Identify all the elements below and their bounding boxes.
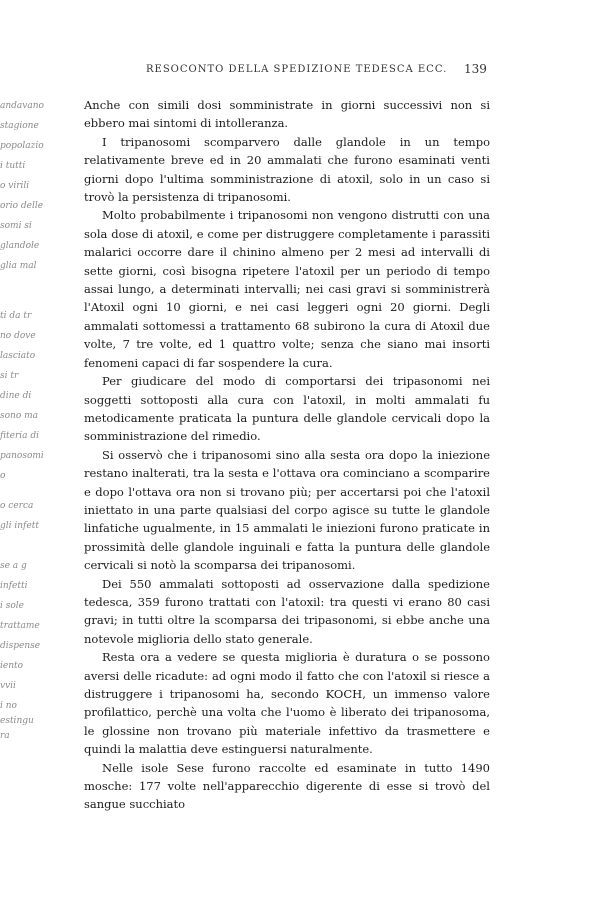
bleed-line: ti da tr: [0, 311, 32, 321]
bleed-line: somi si: [0, 221, 32, 231]
bleed-line: i no: [0, 701, 17, 711]
running-header: RESOCONTO DELLA SPEDIZIONE TEDESCA ECC.: [146, 64, 448, 75]
paragraph: Si osservò che i tripanosomi sino alla sesta ora dopo la iniezione restano inalterati, tra la sesta e l'ottava ora cominciano a scomparire e dopo l'ottava ora non si trovano più; per accertarsi poi che l'atoxil iniettato in una parte qualsiasi del corpo agisce su tutte le glandole linfatiche ugualmente, in 15 ammalati le iniezioni furono praticate in prossimità delle glandole inguinali e fatta la puntura delle glandole cervicali si notò la scomparsa dei tripanosomi.: [84, 447, 490, 573]
bleed-line: i sole: [0, 601, 24, 611]
paragraph: Molto probabilmente i tripanosomi non vengono distrutti con una sola dose di atoxil, e come per distruggere completamente i parassiti malarici occorre dare il chinino almeno per 2 mesi ad intervalli di sette giorni, così bisogna ripetere l'atoxil per un periodo di tempo assai lungo, a determinati intervalli; nei casi gravi si somministrerà l'Atoxil ogni 10 giorni, e nei casi leggeri ogni 20 giorni. Degli ammalati sottomessi a trattamento 68 subirono la cura di Atoxil due volte, 7 tre volte, ed 1 quattro volte; senza che siano mai insorti fenomeni capaci di far sospendere la cura.: [84, 208, 490, 370]
bleed-line: lasciato: [0, 351, 36, 361]
bleed-line: gli infett: [0, 521, 39, 531]
paragraph: Resta ora a vedere se questa miglioria è duratura o se possono aversi delle ricadute: ad ogni modo il fatto che con l'atoxil si riesce a distruggere i tripanosomi ha, secondo KOCH, un immenso valore profilattico, perchè una volta che l'uomo è liberato dei tripanosoma, le glossine non trovano più materiale infettivo da trasmettere e quindi la malattia deve estinguersi naturalmente.: [84, 650, 490, 757]
bleed-line: trattame: [0, 621, 40, 631]
bleed-line: andavano: [0, 101, 44, 111]
bleed-line: stagione: [0, 121, 39, 131]
bleed-line: se a g: [0, 561, 27, 571]
paragraph: Nelle isole Sese furono raccolte ed esaminate in tutto 1490 mosche: 177 volte nell'apparecchio digerente di esse si trovò del sangue succhiato: [84, 760, 490, 812]
bleed-line: dine di: [0, 391, 32, 401]
bleed-line: glandole: [0, 241, 40, 251]
bleed-line: estingu: [0, 716, 34, 726]
bleed-line: o virili: [0, 181, 30, 191]
page-number: 139: [464, 62, 487, 76]
bleed-line: o cerca: [0, 501, 34, 511]
paragraph: Dei 550 ammalati sottoposti ad osservazione dalla spedizione tedesca, 359 furono trattati con l'atoxil: tra questi vi erano 80 casi gravi; in tutti oltre la scomparsa dei tripasonomi, si ebbe anche una notevole miglioria dello stato generale.: [84, 576, 490, 646]
paragraph: Per giudicare del modo di comportarsi dei tripasonomi nei soggetti sottoposti alla cura con l'atoxil, in molti ammalati fu metodicamente praticata la puntura delle glandole cervicali dopo la somministrazione del rimedio.: [84, 374, 490, 444]
body-text: [84, 96, 490, 814]
bleed-line: iento: [0, 661, 24, 671]
bleed-line: ra: [0, 731, 10, 741]
bleed-line: sono ma: [0, 411, 39, 421]
bleed-line: glia mal: [0, 261, 37, 271]
bleed-line: orio delle: [0, 201, 44, 211]
bleed-line: popolazio: [0, 141, 44, 151]
bleed-line: o: [0, 471, 6, 481]
bleed-line: i tutti: [0, 161, 26, 171]
paragraph: Anche con simili dosi somministrate in giorni successivi non si ebbero mai sintomi di intolleranza.: [84, 98, 490, 131]
bleed-line: panosomi: [0, 451, 44, 461]
paragraph: I tripanosomi scomparvero dalle glandole in un tempo relativamente breve ed in 20 ammalati che furono esaminati venti giorni dopo l'ultima somministrazione di atoxil, solo in un caso si trovò la persistenza di tripanosomi.: [84, 134, 490, 205]
bleed-line: fiteria di: [0, 431, 39, 441]
margin-bleed-through: [0, 95, 44, 741]
bleed-line: vvii: [0, 681, 16, 691]
bleed-line: dispense: [0, 641, 41, 651]
bleed-line: si tr: [0, 371, 19, 381]
bleed-line: no dove: [0, 331, 36, 341]
bleed-line: infetti: [0, 581, 28, 591]
